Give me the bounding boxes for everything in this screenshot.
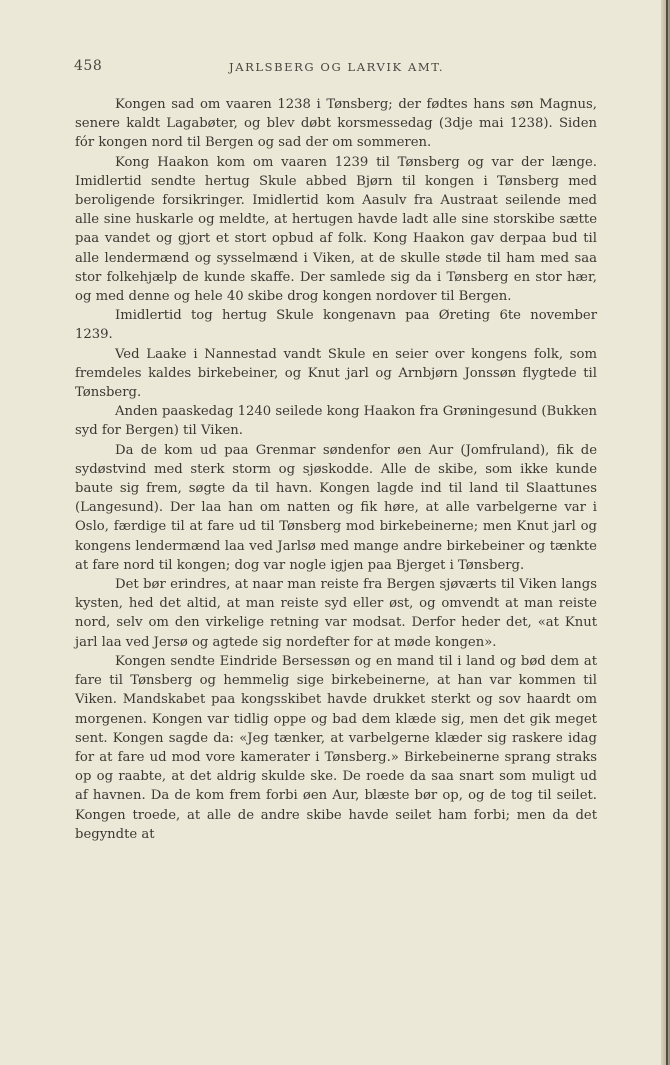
paragraph: Ved Laake i Nannestad vandt Skule en seier over kongens folk, som fremdeles kaldes birkebeiner, og Knut jarl og Arnbjørn Jonssøn flygtede til Tønsberg. <box>75 346 597 401</box>
running-head: JARLSBERG OG LARVIK AMT. <box>229 60 445 74</box>
paragraph: Kongen sad om vaaren 1238 i Tønsberg; der fødtes hans søn Magnus, senere kaldt Lagabøter, og blev døbt korsmessedag (3dje mai 1238). Siden fór kongen nord til Bergen og sad der om sommeren. <box>75 97 597 151</box>
paragraph: Det bør erindres, at naar man reiste fra Bergen sjøværts til Viken langs kysten, hed det altid, at man reiste syd eller øst, og omvendt at man reiste nord, selv om den virkelige retning var modsat. Derfor heder det, «at Knut jarl laa ved Jersø og agtede sig nordefter for at møde kongen». <box>75 577 597 650</box>
paragraph: Kong Haakon kom om vaaren 1239 til Tønsberg og var der længe. Imidlertid sendte hertug Skule abbed Bjørn til kongen i Tønsberg med beroligende forsikringer. Imidlertid kom Aasulv fra Austraat seilende med alle sine huskarle og meldte, at hertugen havde ladt alle sine storskibe sætte paa vandet og gjort et stort opbud af folk. Kong Haakon gav derpaa bud til alle lendermænd og sysselmænd i Viken, at de skulle støde til ham med saa stor folkehjælp de kunde skaffe. Der samlede sig da i Tønsberg en stor hær, og med denne og hele 40 skibe drog kongen nordover til Bergen. <box>75 154 597 305</box>
paragraph: Da de kom ud paa Grenmar søndenfor øen Aur (Jomfruland), fik de sydøstvind med sterk storm og sjøskodde. Alle de skibe, som ikke kunde baute sig frem, søgte da til havn. Kongen lagde ind til land til Slaattunes (Langesund). Der laa han om natten og fik høre, at alle varbelgerne var i Oslo, færdige til at fare ud til Tønsberg mod birkebeinerne; men Knut jarl og kongens lendermænd laa ved Jarlsø med mange andre birkebeiner og tænkte at fare nord til kongen; dog var nogle igjen paa Bjerget i Tønsberg. <box>75 442 597 573</box>
page-edge-line <box>666 0 668 1065</box>
page-header <box>74 58 596 78</box>
page-number: 458 <box>74 58 103 74</box>
paragraph: Anden paaskedag 1240 seilede kong Haakon fra Grøningesund (Bukken syd for Bergen) til Viken. <box>75 404 597 439</box>
paragraph: Kongen sendte Eindride Bersessøn og en mand til i land og bød dem at fare til Tønsberg og hemmelig sige birkebeinerne, at han var kommen til Viken. Mandskabet paa kongsskibet havde drukket sterkt og sov haardt om morgenen. Kongen var tidlig oppe og bad dem klæde sig, men det gik meget sent. Kongen sagde da: «Jeg tænker, at varbelgerne klæder sig raskere idag for at fare ud mod vore kamerater i Tønsberg.» Birkebeinerne sprang straks op og raabte, at det aldrig skulde ske. De roede da saa snart som muligt ud af havnen. Da de kom frem forbi øen Aur, blæste bør op, og de tog til seilet. Kongen troede, at alle de andre skibe havde seilet ham forbi; men da det begyndte at <box>75 653 597 842</box>
body-text <box>75 95 597 844</box>
paragraph: Imidlertid tog hertug Skule kongenavn paa Øreting 6te november 1239. <box>75 308 597 343</box>
